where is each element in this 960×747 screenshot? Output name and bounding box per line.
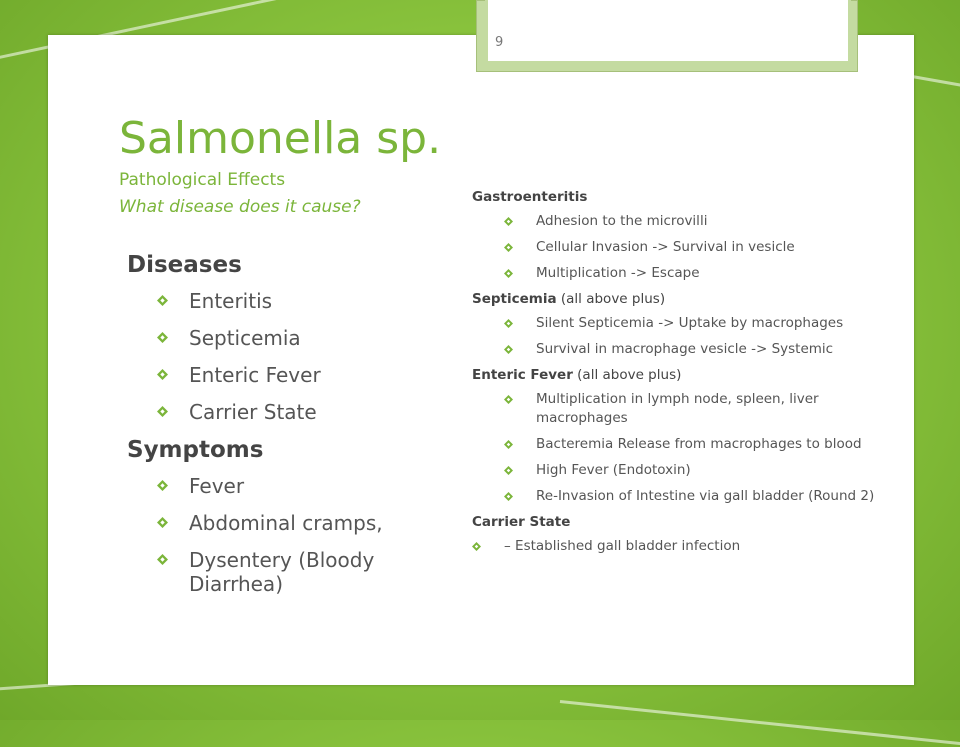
enteric-fever-list [472, 390, 912, 506]
diamond-bullet-icon [504, 345, 513, 354]
disease-item [157, 289, 467, 313]
enteric-fever-heading-suffix: (all above plus) [572, 367, 682, 383]
symptoms-heading: Symptoms [127, 437, 264, 463]
gastroenteritis-item-text: Multiplication -> Escape [536, 265, 700, 281]
gastroenteritis-list [472, 212, 912, 283]
background-streak [560, 700, 960, 747]
diamond-bullet-icon [157, 554, 168, 565]
left-column [127, 248, 467, 609]
page-number-tab-inner [485, 0, 851, 64]
enteric-fever-item [504, 390, 912, 428]
gastroenteritis-heading-label: Gastroenteritis [472, 189, 588, 205]
carrier-state-list [472, 537, 912, 556]
symptom-item [157, 511, 467, 535]
enteric-fever-item [504, 487, 912, 506]
diamond-bullet-icon [504, 243, 513, 252]
symptoms-list [127, 474, 467, 596]
diseases-list [127, 289, 467, 424]
disease-item [157, 400, 467, 424]
gastroenteritis-item [504, 212, 912, 231]
diamond-bullet-icon [157, 295, 168, 306]
symptom-item-text: Fever [189, 474, 245, 498]
diamond-bullet-icon [504, 395, 513, 404]
diamond-bullet-icon [504, 492, 513, 501]
disease-item [157, 363, 467, 387]
enteric-fever-item-text: Bacteremia Release from macrophages to blood [536, 436, 862, 452]
right-column [472, 188, 912, 563]
diamond-bullet-icon [504, 440, 513, 449]
septicemia-list [472, 314, 912, 359]
enteric-fever-heading [472, 366, 912, 384]
enteric-fever-item-text: High Fever (Endotoxin) [536, 462, 691, 478]
symptom-item [157, 474, 467, 498]
slide-subtitle: Pathological Effects [119, 170, 286, 190]
septicemia-item-text: Silent Septicemia -> Uptake by macrophages [536, 315, 844, 331]
diamond-bullet-icon [504, 269, 513, 278]
diamond-bullet-icon [472, 542, 481, 551]
carrier-state-heading-label: Carrier State [472, 514, 571, 530]
disease-item-text: Septicemia [189, 326, 301, 350]
enteric-fever-heading-label: Enteric Fever [472, 367, 573, 383]
gastroenteritis-item [504, 238, 912, 257]
symptom-item-text: Dysentery (Bloody Diarrhea) [189, 548, 375, 596]
slide-question: What disease does it cause? [119, 197, 361, 217]
disease-item-text: Enteric Fever [189, 363, 321, 387]
septicemia-heading [472, 290, 912, 308]
diamond-bullet-icon [157, 369, 168, 380]
symptom-item-text: Abdominal cramps, [189, 511, 383, 535]
septicemia-heading-suffix: (all above plus) [556, 291, 666, 307]
page-number: 9 [495, 35, 504, 50]
diamond-bullet-icon [504, 466, 513, 475]
septicemia-heading-label: Septicemia [472, 291, 557, 307]
gastroenteritis-item [504, 264, 912, 283]
gastroenteritis-item-text: Adhesion to the microvilli [536, 213, 708, 229]
disease-item [157, 326, 467, 350]
enteric-fever-item-text: Multiplication in lymph node, spleen, liver macrophages [536, 391, 819, 426]
diamond-bullet-icon [504, 217, 513, 226]
diamond-bullet-icon [504, 319, 513, 328]
diamond-bullet-icon [157, 517, 168, 528]
diseases-heading: Diseases [127, 252, 242, 278]
enteric-fever-item-text: Re-Invasion of Intestine via gall bladder (Round 2) [536, 488, 875, 504]
septicemia-item [504, 314, 912, 333]
slide-title: Salmonella sp. [119, 113, 442, 164]
carrier-state-item [472, 537, 912, 556]
carrier-state-heading [472, 513, 912, 531]
gastroenteritis-heading [472, 188, 912, 206]
diamond-bullet-icon [157, 332, 168, 343]
symptom-item [157, 548, 467, 596]
enteric-fever-item [504, 461, 912, 480]
carrier-state-item-text: – Established gall bladder infection [504, 538, 741, 554]
diamond-bullet-icon [157, 480, 168, 491]
gastroenteritis-item-text: Cellular Invasion -> Survival in vesicle [536, 239, 795, 255]
disease-item-text: Carrier State [189, 400, 317, 424]
disease-item-text: Enteritis [189, 289, 273, 313]
enteric-fever-item [504, 435, 912, 454]
septicemia-item-text: Survival in macrophage vesicle -> Systemic [536, 341, 834, 357]
diamond-bullet-icon [157, 406, 168, 417]
septicemia-item [504, 340, 912, 359]
